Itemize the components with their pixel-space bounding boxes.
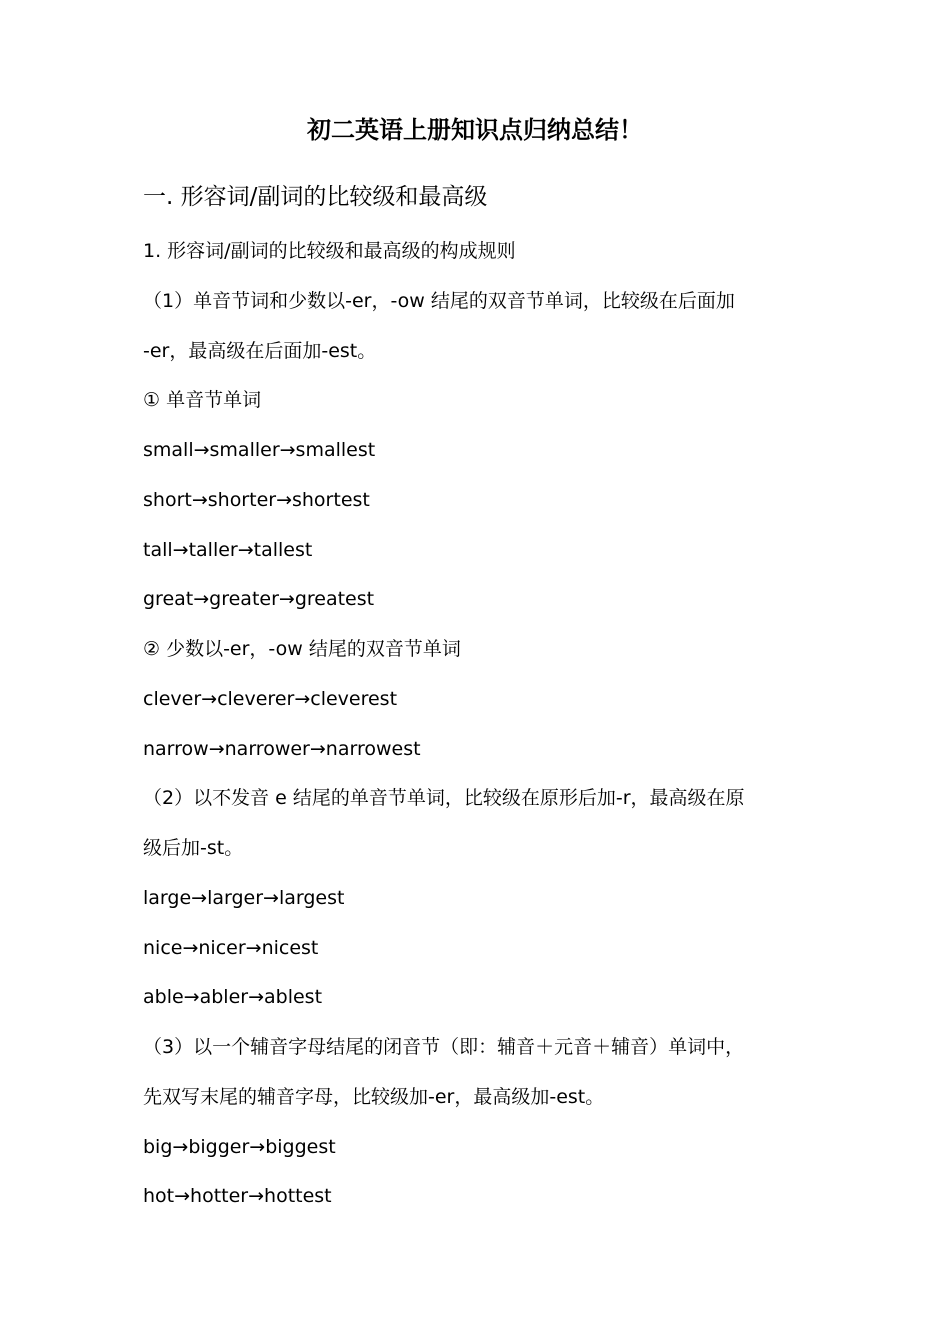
content-line: clever→cleverer→cleverest bbox=[143, 687, 398, 710]
content-line: large→larger→largest bbox=[143, 886, 345, 909]
content-line: 1. 形容词/副词的比较级和最高级的构成规则 bbox=[143, 240, 516, 262]
content-line: able→abler→ablest bbox=[143, 986, 323, 1009]
content-line: ② 少数以-er，-ow 结尾的双音节单词 bbox=[143, 638, 461, 660]
content-line: ① 单音节单词 bbox=[143, 389, 262, 412]
content-line: small→smaller→smallest bbox=[143, 439, 376, 461]
content-line: （2）以不发音 e 结尾的单音节单词，比较级在原形后加-r，最高级在原 bbox=[143, 787, 745, 810]
content-line: hot→hotter→hottest bbox=[143, 1185, 332, 1208]
content-line: 先双写末尾的辅音字母，比较级加-er，最高级加-est。 bbox=[143, 1085, 605, 1108]
content-line: tall→taller→tallest bbox=[143, 538, 313, 561]
content-line: narrow→narrower→narrowest bbox=[143, 737, 421, 760]
content-line: big→bigger→biggest bbox=[143, 1135, 336, 1158]
content-line: 级后加-st。 bbox=[143, 837, 244, 859]
content-line: （3）以一个辅音字母结尾的闭音节（即：辅音＋元音＋辅音）单词中， bbox=[143, 1036, 745, 1058]
content-line: great→greater→greatest bbox=[143, 588, 375, 611]
content-lines bbox=[143, 236, 813, 1231]
content-line: -er，最高级在后面加-est。 bbox=[143, 339, 377, 362]
content-line: （1）单音节词和少数以-er，-ow 结尾的双音节单词，比较级在后面加 bbox=[143, 289, 735, 312]
section-heading: 一. 形容词/副词的比较级和最高级 bbox=[143, 184, 488, 210]
document-title: 初二英语上册知识点归纳总结！ bbox=[307, 116, 643, 144]
content-line: short→shorter→shortest bbox=[143, 488, 370, 511]
content-line: nice→nicer→nicest bbox=[143, 936, 319, 959]
